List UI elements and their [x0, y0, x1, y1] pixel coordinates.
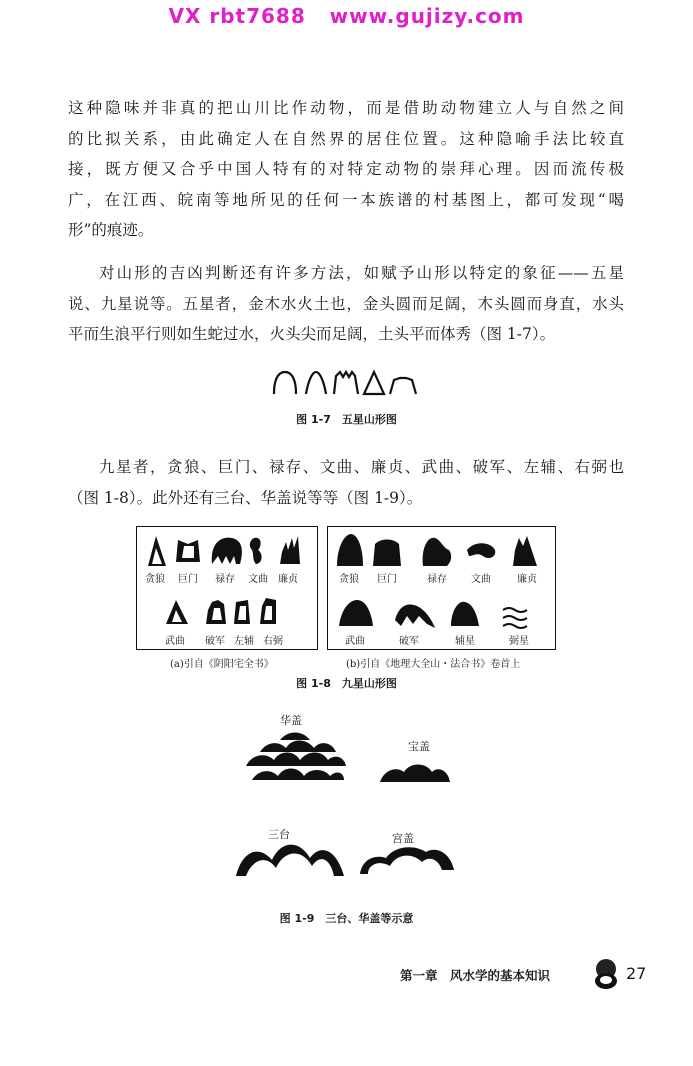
mountain-icon: [236, 845, 344, 876]
mountain-icon: [166, 600, 188, 624]
fig-label: 文曲: [248, 574, 268, 585]
text-line: 的比拟关系，由此确定人在自然界的居住位置。这种隐喻手法比较直: [68, 129, 624, 148]
fig-label: 宫盖: [392, 832, 414, 845]
mountain-icon: [395, 605, 435, 628]
fig-label: 破军: [205, 636, 225, 647]
mountain-icon: [373, 540, 401, 567]
paragraph-3: [68, 452, 624, 513]
page-number: 27: [626, 964, 647, 983]
figure-1-8a-drawings: [136, 526, 318, 650]
fig-label: 禄存: [215, 574, 235, 585]
mountain-icon: [513, 536, 537, 566]
mountain-icon: [250, 538, 262, 564]
mountain-icon: [274, 372, 296, 394]
ornament-icon: [592, 958, 620, 990]
mountain-icon: [280, 733, 310, 741]
mountain-icon: [206, 600, 226, 624]
fig-label: 巨门: [178, 574, 198, 585]
fig-label: 弼星: [509, 636, 529, 647]
mountain-icon: [390, 378, 416, 394]
fig-label: 廉贞: [278, 574, 298, 585]
figure-subcaption: (a)引自《阴阳宅全书》: [170, 659, 274, 670]
chapter-footer: 第一章 风水学的基本知识: [400, 968, 551, 983]
mountain-icon: [260, 741, 336, 753]
text-line: 九星者，贪狼、巨门、禄存、文曲、廉贞、武曲、破军、左辅、右弼也: [99, 458, 624, 476]
mountain-icon: [280, 536, 300, 564]
text-line: 对山形的吉凶判断还有许多方法，如赋予山形以特定的象征——五星: [99, 264, 624, 282]
text-line: 这种隐味并非真的把山川比作动物，而是借助动物建立人与自然之间: [68, 99, 624, 117]
mountain-icon: [176, 540, 200, 562]
mountain-icon: [364, 372, 384, 394]
watermark: VX rbt7688 www.gujizy.com: [168, 4, 525, 28]
fig-label: 贪狼: [339, 574, 359, 585]
figure-1-7: [270, 368, 420, 398]
mountain-icon: [423, 538, 452, 566]
paragraph-1: [68, 93, 624, 246]
mountain-icon: [467, 543, 495, 558]
fig-label: 左辅: [234, 636, 254, 647]
mountain-icon: [212, 538, 242, 564]
mountain-icon: [234, 600, 250, 624]
fig-label: 廉贞: [517, 574, 537, 585]
figure-subcaption: (b)引自《地理大全山・法合书》卷首上: [346, 659, 521, 670]
mountain-icon: [380, 765, 450, 783]
fig-label: 破军: [399, 636, 419, 647]
figure-caption: 图 1-8 九星山形图: [296, 677, 397, 690]
mountain-icon: [252, 769, 344, 781]
fig-label: 文曲: [471, 574, 491, 585]
fig-label: 贪狼: [145, 574, 165, 585]
text-line: 平而生浪平行则如生蛇过水，火头尖而足阔，土头平而体秀（图 1-7）。: [68, 325, 556, 343]
fig-label: 武曲: [165, 636, 185, 647]
text-line: 说、九星说等。五星者，金木水火土也，金头圆而足阔，木头圆而身直，水头: [68, 294, 624, 313]
figure-caption: 图 1-7 五星山形图: [296, 413, 397, 426]
wave-icon: [503, 608, 527, 628]
figure-caption: 图 1-9 三台、华盖等示意: [279, 912, 414, 925]
mountain-icon: [148, 536, 166, 566]
fig-label: 武曲: [345, 636, 365, 647]
text-line: 广，在江西、皖南等地所见的任何一本族谱的村基图上，都可发现“喝: [68, 190, 624, 209]
fig-label: 巨门: [377, 574, 397, 585]
text-line: （图 1-8）。此外还有三台、华盖说等等（图 1-9）。: [68, 488, 423, 507]
mountain-icon: [339, 600, 373, 626]
mountain-icon: [306, 372, 326, 394]
paragraph-2: [68, 258, 624, 350]
mountain-icon: [337, 534, 363, 566]
fig-label: 禄存: [427, 574, 447, 585]
fig-label: 三台: [268, 828, 290, 841]
mountain-icon: [260, 598, 276, 624]
mountain-icon: [451, 602, 479, 626]
mountain-icon: [246, 753, 346, 767]
figure-1-9-drawings: [236, 726, 466, 886]
fig-label: 右弼: [263, 636, 283, 647]
fig-label: 宝盖: [408, 740, 430, 753]
text-line: 接，既方便又合乎中国人特有的对特定动物的崇拜心理。因而流传极: [68, 160, 624, 178]
mountain-icon: [334, 372, 358, 394]
fig-label: 辅星: [455, 636, 475, 647]
mountain-icon: [360, 847, 454, 874]
fig-label: 华盖: [280, 714, 302, 727]
text-line: 形”的痕迹。: [68, 221, 154, 239]
